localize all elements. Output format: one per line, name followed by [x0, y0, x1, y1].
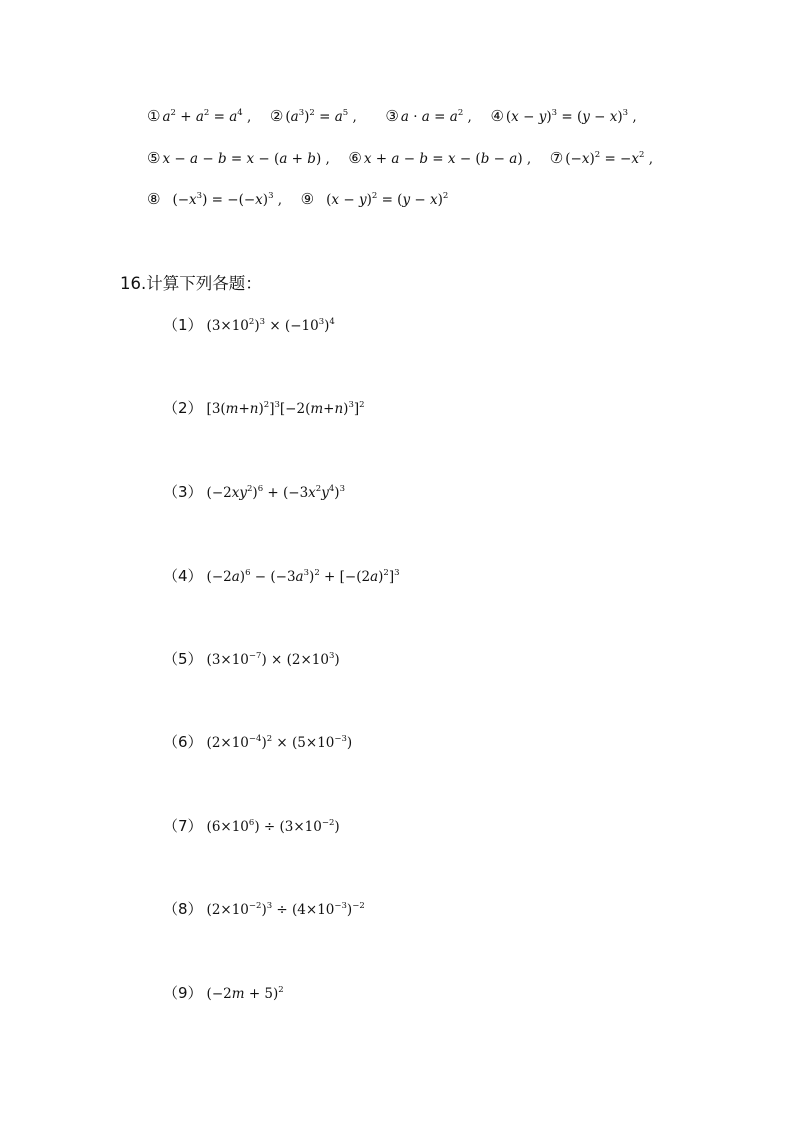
statement-6 — [348, 151, 535, 167]
problem-expression: $(3\times 10^{-7}) \times (2\times 10^3)$ — [206, 651, 340, 668]
statement-number: ② — [269, 107, 284, 125]
problem-expression: $(-2a)^6 - (-3a^3)^2 + [-(2a)^2]^3$ — [206, 568, 400, 585]
problem-8 — [163, 899, 365, 920]
problem-label: （8） — [163, 900, 203, 918]
statement-expression: $(-x^3) = -(-x)^3$ , — [172, 191, 283, 208]
problem-label: （3） — [163, 483, 203, 501]
statement-4 — [490, 109, 636, 125]
statement-line-3 — [147, 189, 448, 210]
problem-expression: $(-2m + 5)^2$ — [206, 985, 284, 1002]
problem-4 — [163, 566, 400, 587]
problem-2 — [163, 398, 365, 419]
problem-label: （1） — [163, 316, 203, 334]
statement-expression: $a \cdot a = a^2$ , — [400, 108, 472, 125]
statement-1 — [147, 109, 256, 125]
statement-number: ⑥ — [348, 149, 362, 167]
statement-8 — [147, 192, 286, 208]
statement-3 — [385, 109, 476, 125]
question-heading: 16.计算下列各题： — [120, 274, 262, 293]
statement-expression: $(x - y)^2 = (y - x)^2$ — [326, 191, 449, 208]
problem-7 — [163, 816, 340, 837]
statement-number: ③ — [385, 107, 399, 125]
problem-9 — [163, 983, 284, 1004]
statement-expression: x + a − b = x − (b − a) , — [363, 151, 532, 167]
statement-expression: $(a^3)^2 = a^5$ , — [285, 108, 357, 125]
problem-label: （6） — [163, 733, 203, 751]
statement-number: ④ — [490, 107, 504, 125]
problem-label: （5） — [163, 650, 203, 668]
problem-1 — [163, 315, 335, 336]
statement-number: ⑦ — [549, 149, 564, 167]
statement-number: ⑧ — [147, 190, 161, 208]
problem-expression: $(2\times 10^{-2})^3 \div (4\times 10^{-3})^{-2}$ — [206, 901, 365, 918]
statement-5 — [147, 151, 334, 167]
statement-number: ⑨ — [300, 190, 315, 208]
problem-6 — [163, 732, 352, 753]
problem-expression: $(6\times 10^6) \div (3\times 10^{-2})$ — [206, 818, 340, 835]
problem-expression: $(2\times 10^{-4})^2 \times (5\times 10^{-3})$ — [206, 734, 353, 751]
statement-expression: $(x - y)^3 = (y - x)^3$ , — [505, 108, 637, 125]
statement-9 — [301, 192, 449, 208]
statement-expression: x − a − b = x − (a + b) , — [162, 151, 330, 167]
statement-7 — [550, 151, 653, 167]
statement-line-2 — [147, 148, 653, 169]
problem-expression: $[3(m+n)^2]^3[-2(m+n)^3]^2$ — [206, 400, 365, 417]
problem-label: （7） — [163, 817, 203, 835]
problem-expression: $(3\times 10^2)^3 \times (-10^3)^4$ — [206, 317, 335, 334]
statement-2 — [270, 109, 361, 125]
statement-number: ⑤ — [147, 149, 161, 167]
problem-label: （4） — [163, 567, 203, 585]
statement-number: ① — [147, 107, 161, 125]
problem-3 — [163, 482, 345, 503]
problem-label: （2） — [163, 399, 203, 417]
problem-label: （9） — [163, 984, 203, 1002]
problem-5 — [163, 649, 340, 670]
statement-expression: $a^2 + a^2 = a^4$ , — [162, 108, 252, 125]
statement-line-1 — [147, 106, 637, 127]
problem-expression: $(-2xy^2)^6 + (-3x^2y^4)^3$ — [206, 484, 345, 501]
statement-expression: $(-x)^2 = -x^2$ , — [565, 150, 654, 167]
